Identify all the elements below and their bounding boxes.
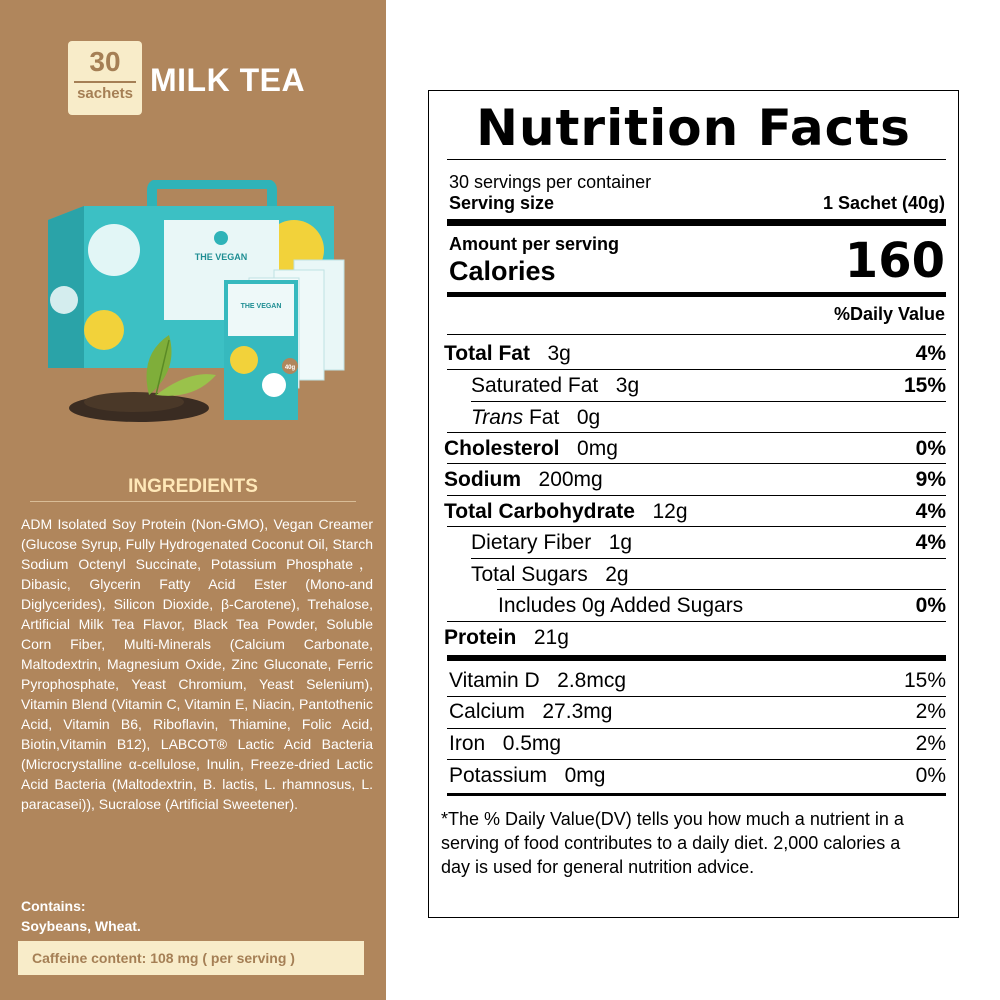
nutrient-label: Includes 0g Added Sugars [498, 594, 744, 617]
vitamin-label: Iron [449, 732, 486, 755]
nutrient-row-trans-fat [444, 402, 946, 433]
nutrient-daily-value: 0% [915, 594, 946, 617]
divider [447, 159, 946, 160]
vitamin-label: Calcium [449, 700, 525, 723]
package-brand-label: THE VEGAN [194, 252, 248, 262]
thick-divider [447, 219, 946, 226]
vitamin-amount: 0.5mg [502, 732, 562, 755]
nutrient-row-sodium [444, 464, 946, 495]
serving-size-value: 1 Sachet (40g) [822, 193, 945, 213]
badge-unit: sachets [74, 81, 136, 103]
nutrient-amount: 12g [652, 500, 688, 523]
vitamin-row-iron [449, 728, 946, 759]
serving-size-label: Serving size [449, 193, 555, 213]
contains-label: Contains: [21, 898, 86, 914]
nutrient-amount: 0g [576, 406, 601, 429]
amount-per-serving: Amount per serving [449, 234, 620, 254]
nutrient-amount: 3g [547, 342, 571, 365]
nutrient-daily-value: 4% [915, 500, 946, 523]
nutrient-daily-value: 9% [915, 468, 946, 491]
vitamin-row-potassium [449, 760, 946, 791]
thick-divider [447, 655, 946, 661]
vitamin-daily-value: 0% [915, 764, 946, 787]
vitamin-row-calcium [449, 696, 946, 727]
ingredients-heading: INGREDIENTS [128, 476, 258, 497]
vitamin-daily-value: 15% [903, 669, 946, 692]
contains-allergens: Soybeans, Wheat. [21, 918, 141, 934]
nutrient-label-italic: Trans [471, 406, 524, 429]
nutrient-row-protein [444, 622, 946, 653]
nutrient-label: Fat [528, 406, 560, 429]
nutrition-facts-title: Nutrition Facts [476, 99, 911, 157]
nutrient-label: Dietary Fiber [471, 531, 592, 554]
nutrient-amount: 1g [608, 531, 633, 554]
product-info-panel [0, 0, 386, 1000]
vitamin-label: Potassium [449, 764, 548, 787]
nutrient-row-dietary-fiber [444, 527, 946, 558]
nutrient-label: Total Sugars [471, 563, 588, 586]
vitamin-daily-value: 2% [915, 700, 946, 723]
nutrient-row-saturated-fat [444, 370, 946, 401]
nutrient-label: Total Carbohydrate [444, 500, 635, 523]
sachet-weight-label: 40g [284, 365, 296, 371]
servings-per-container: 30 servings per container [449, 172, 652, 192]
nutrient-amount: 3g [615, 374, 640, 397]
calories-label: Calories [449, 256, 556, 286]
calories-value: 160 [844, 233, 945, 289]
nutrient-daily-value: 0% [915, 437, 946, 460]
ingredients-text: ADM Isolated Soy Protein (Non-GMO), Vegan Creamer (Glucose Syrup, Fully Hydrogenated Coconut Oil, Starch Sodium Octenyl Succinate, Potassium Phosphate，Dibasic, Glycerin Fatty Acid Ester (Mono-and Diglycerides), Silicon Dioxide, β-Carotene), Trehalose, Artificial Milk Tea Flavor, Black Tea Powder, Soluble Corn Fiber, Multi-Minerals (Calcium Carbonate, Maltodextrin, Magnesium Oxide, Zinc Gluconate, Ferric Pyrophosphate, Yeast Chromium, Yeast Selenium), Vitamin Blend (Vitamin C, Vitamin E, Niacin, Pantothenic Acid, Vitamin B6, Riboflavin, Thiamine, Folic Acid, Biotin,Vitamin B12), LABCOT® Lactic Acid Bacteria (Microcrystalline α-cellulose, Inulin, Freeze-dried Lactic Acid Bacteria (Maltodextrin, B. lactis, L. rhamnosus, L. paracasei)), Sucralose (Artificial Sweetener). [21, 516, 373, 812]
nutrient-label: Cholesterol [444, 437, 560, 460]
caffeine-content: Caffeine content: 108 mg ( per serving ) [18, 941, 364, 975]
vitamin-amount: 0mg [564, 764, 606, 787]
medium-divider [447, 292, 946, 297]
badge-number: 30 [89, 46, 121, 77]
nutrient-row-total-sugars [444, 559, 946, 590]
nutrient-row-total-carbohydrate [444, 496, 946, 527]
nutrient-label: Saturated Fat [471, 374, 599, 397]
product-package-image [44, 180, 374, 430]
nutrient-label: Protein [444, 626, 517, 649]
medium-divider [447, 793, 946, 796]
nutrition-facts-label [428, 90, 959, 918]
nutrient-daily-value: 15% [903, 374, 946, 397]
nutrient-daily-value: 4% [915, 342, 946, 365]
nutrient-amount: 0mg [577, 437, 618, 460]
nutrient-row-total-fat [444, 338, 946, 369]
divider [447, 334, 946, 335]
nutrient-amount: 200mg [538, 468, 603, 491]
nutrient-label: Total Fat [444, 342, 530, 365]
vitamin-amount: 2.8mcg [557, 669, 627, 692]
ingredients-divider [30, 501, 356, 502]
nutrient-amount: 2g [605, 563, 629, 586]
sachet-brand-label: THE VEGAN [240, 303, 282, 310]
nutrient-amount: 21g [533, 626, 569, 649]
nutrient-row-cholesterol [444, 433, 946, 464]
daily-value-header: %Daily Value [833, 304, 945, 324]
sachet-count-badge [68, 41, 142, 115]
nutrient-daily-value: 4% [915, 531, 946, 554]
daily-value-footnote: *The % Daily Value(DV) tells you how much a nutrient in a serving of food contributes to a daily diet. 2,000 calories a day is used for general nutrition advice. [441, 809, 904, 877]
vitamin-row-vitamin-d [449, 665, 946, 696]
nutrient-row-added-sugars [444, 590, 946, 621]
vitamin-daily-value: 2% [915, 732, 946, 755]
nutrient-label: Sodium [444, 468, 521, 491]
product-title: MILK TEA [150, 62, 306, 98]
vitamin-amount: 27.3mg [542, 700, 613, 723]
vitamin-label: Vitamin D [449, 669, 540, 692]
